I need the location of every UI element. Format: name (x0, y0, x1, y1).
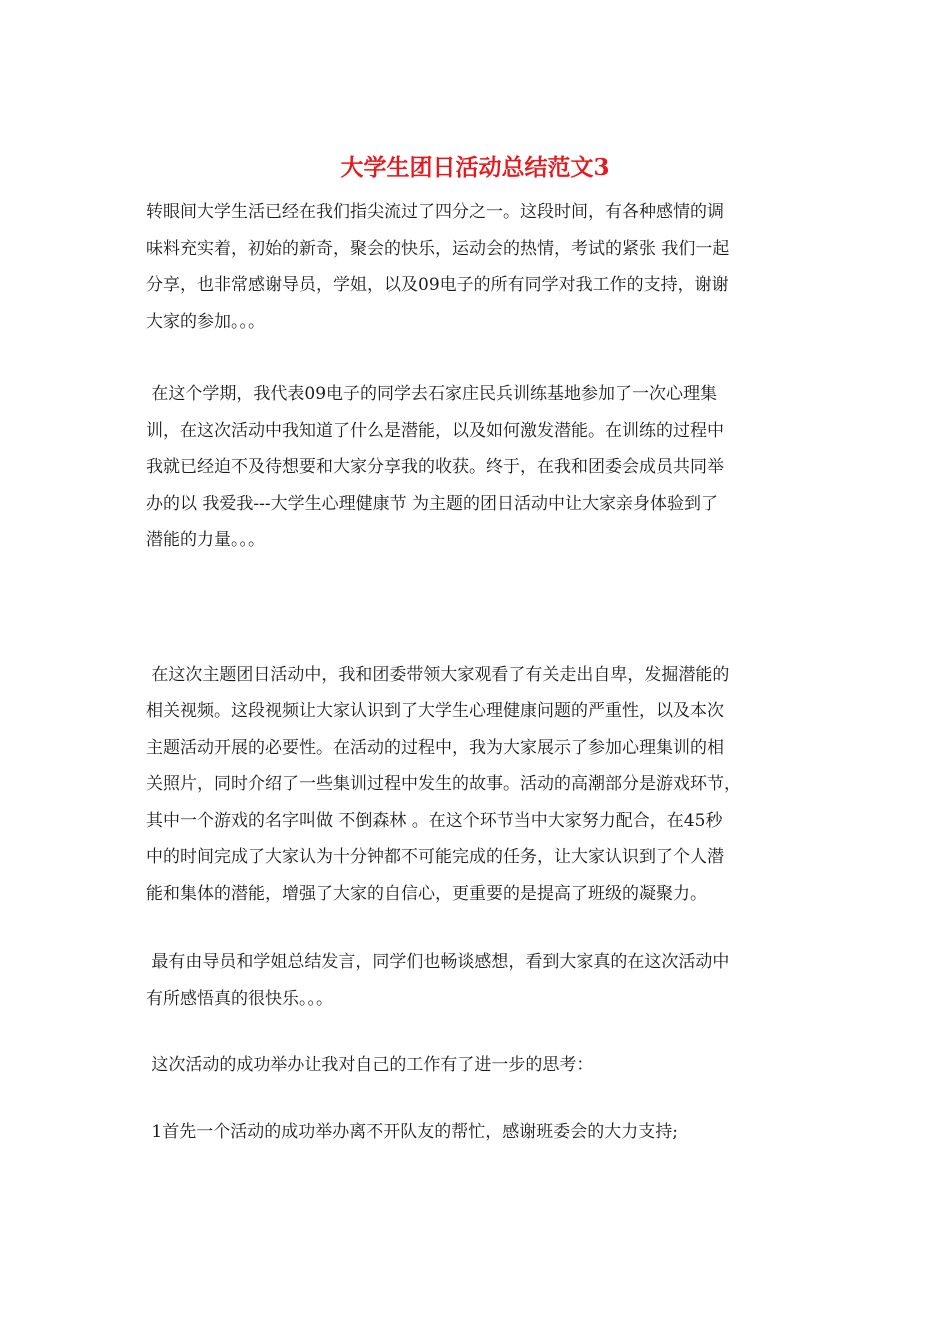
paragraph-line: 其中一个游戏的名字叫做 不倒森林 。在这个环节当中大家努力配合，在45秒 (146, 810, 723, 831)
paragraph-line: 1首先一个活动的成功举办离不开队友的帮忙，感谢班委会的大力支持; (146, 1121, 678, 1142)
paragraph-line: 在这次主题团日活动中，我和团委带领大家观看了有关走出自卑，发掘潜能的 (146, 664, 730, 685)
paragraph-spacer (146, 912, 808, 944)
paragraph-line: 办的以 我爱我---大学生心理健康节 为主题的团日活动中让大家亲身体验到了 (146, 493, 719, 514)
paragraph-5 (146, 1047, 808, 1084)
paragraph-line: 相关视频。这段视频让大家认识到了大学生心理健康问题的严重性，以及本次 (146, 701, 724, 721)
paragraph-line: 我就已经迫不及待想要和大家分享我的收获。终于，在我和团委会成员共同举 (146, 457, 724, 477)
paragraph-spacer (146, 1017, 808, 1047)
paragraph-line: 最有由导员和学姐总结发言，同学们也畅谈感想，看到大家真的在这次活动中 (146, 952, 730, 972)
paragraph-line: 关照片，同时介绍了一些集训过程中发生的故事。活动的高潮部分是游戏环节， (146, 774, 741, 794)
paragraph-6 (146, 1114, 808, 1151)
paragraph-spacer (146, 1084, 808, 1114)
paragraph-line: 训，在这次活动中我知道了什么是潜能，以及如何激发潜能。在训练的过程中 (146, 420, 724, 441)
paragraph-line: 这次活动的成功举办让我对自己的工作有了进一步的思考： (146, 1055, 594, 1075)
paragraph-line: 潜能的力量。。。 (146, 530, 265, 550)
paragraph-line: 能和集体的潜能，增强了大家的自信心，更重要的是提高了班级的凝聚力。 (146, 883, 707, 904)
paragraph-line: 转眼间大学生活已经在我们指尖流过了四分之一。这段时间，有各种感情的调 (146, 202, 724, 222)
paragraph-line: 中的时间完成了大家认为十分钟都不可能完成的任务，让大家认识到了个人潜 (146, 847, 724, 867)
paragraph-4 (146, 944, 808, 1017)
paragraph-spacer (146, 340, 808, 376)
paragraph-line: 分享，也非常感谢导员，学姐，以及09电子的所有同学对我工作的支持，谢谢 (146, 275, 729, 295)
document-body (146, 194, 808, 1150)
document-title: 大学生团日活动总结范文3 (340, 154, 610, 181)
paragraph-line: 有所感悟真的很快乐。。。 (146, 988, 333, 1009)
paragraph-line: 味料充实着，初始的新奇，聚会的快乐，运动会的热情，考试的紧张 我们一起 (146, 238, 730, 259)
paragraph-line: 主题活动开展的必要性。在活动的过程中，我为大家展示了参加心理集训的相 (146, 737, 724, 758)
paragraph-spacer (146, 559, 808, 657)
paragraph-line: 大家的参加。。。 (146, 311, 265, 332)
paragraph-line: 在这个学期，我代表09电子的同学去石家庄民兵训练基地参加了一次心理集 (146, 384, 718, 404)
paragraph-2 (146, 376, 808, 559)
paragraph-1 (146, 194, 808, 340)
paragraph-3 (146, 657, 808, 913)
